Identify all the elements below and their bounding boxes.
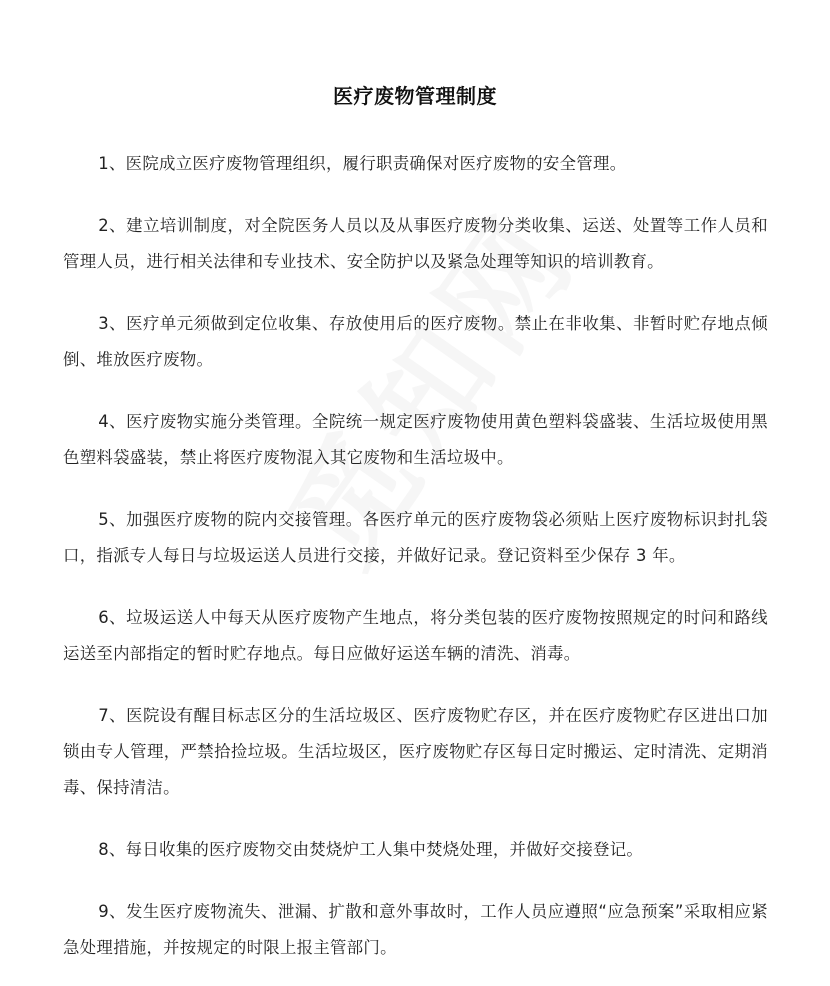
paragraph-1: 1、医院成立医疗废物管理组织，履行职责确保对医疗废物的安全管理。	[98, 154, 627, 173]
paragraph-3: 3、医疗单元须做到定位收集、存放使用后的医疗废物。禁止在非收集、非暂时贮存地点倾倒、堆放医疗废物。	[63, 314, 768, 369]
paragraph-9: 9、发生医疗废物流失、泄漏、扩散和意外事故时，工作人员应遵照“应急预案”采取相应紧急处理措施，并按规定的时限上报主管部门。	[63, 902, 768, 957]
paragraph-5: 5、加强医疗废物的院内交接管理。各医疗单元的医疗废物袋必须贴上医疗废物标识封扎袋口，指派专人每日与垃圾运送人员进行交接，并做好记录。登记资料至少保存 3 年。	[63, 510, 768, 565]
paragraph-7: 7、医院设有醒目标志区分的生活垃圾区、医疗废物贮存区，并在医疗废物贮存区进出口加锁由专人管理，严禁拾捡垃圾。生活垃圾区，医疗废物贮存区每日定时搬运、定时清洗、定期消毒、保持清洁。	[63, 706, 768, 797]
paragraph-6: 6、垃圾运送人中每天从医疗废物产生地点，将分类包装的医疗废物按照规定的时问和路线运送至内部指定的暂时贮存地点。每日应做好运送车辆的清洗、消毒。	[63, 608, 768, 663]
paragraph-4: 4、医疗废物实施分类管理。全院统一规定医疗废物使用黄色塑料袋盛装、生活垃圾使用黑色塑料袋盛装，禁止将医疗废物混入其它废物和生活垃圾中。	[63, 412, 768, 467]
document-title: 医疗废物管理制度	[333, 84, 497, 108]
paragraph-8: 8、每日收集的医疗废物交由焚烧炉工人集中焚烧处理，并做好交接登记。	[98, 840, 644, 859]
paragraph-2: 2、建立培训制度，对全院医务人员以及从事医疗废物分类收集、运送、处置等工作人员和管理人员，进行相关法律和专业技术、安全防护以及紧急处理等知识的培训教育。	[63, 216, 768, 271]
document-body	[63, 146, 768, 966]
